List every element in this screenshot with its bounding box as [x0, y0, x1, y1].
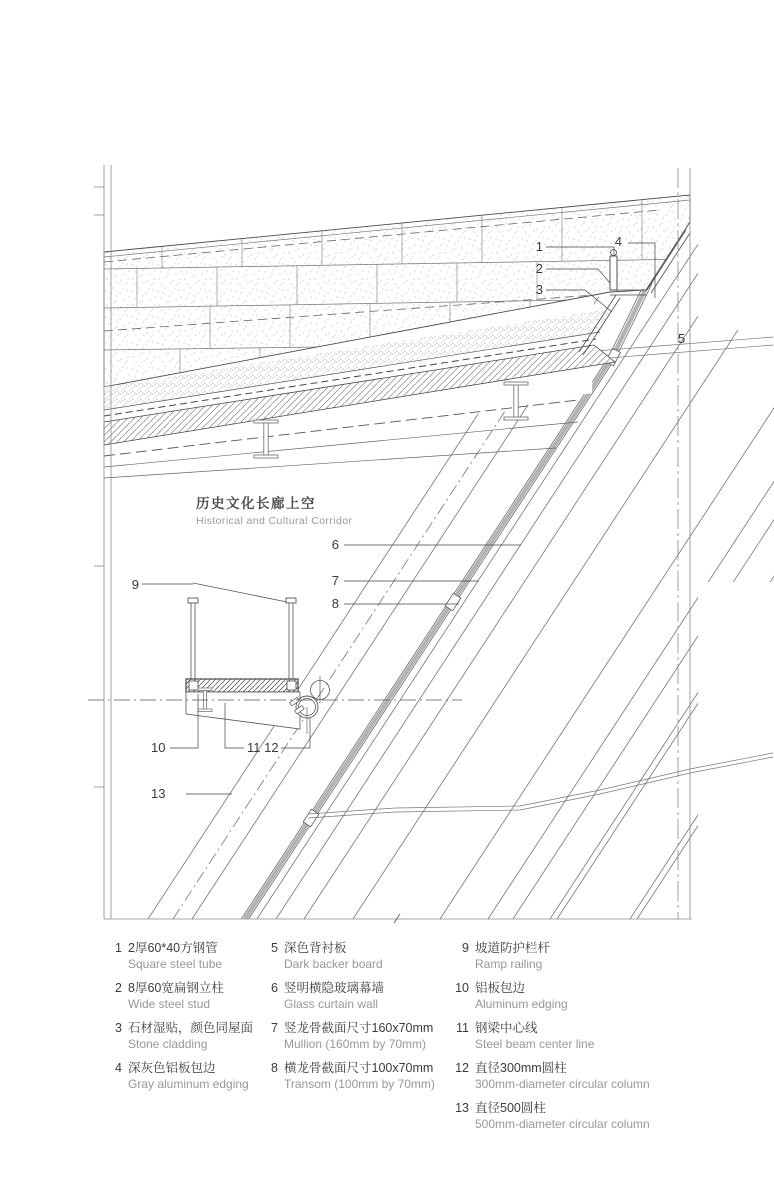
legend-item [112, 941, 282, 972]
legend-item [112, 1021, 282, 1052]
corridor-label-zh: 历史文化长廊上空 [196, 496, 316, 511]
stud-anchor [611, 250, 617, 256]
legend-en: 500mm-diameter circular column [475, 1117, 650, 1131]
legend-zh: 竖龙骨截面尺寸160x70mm [284, 1021, 434, 1035]
callout-13: 13 [151, 786, 166, 801]
legend-en: Square steel tube [128, 957, 223, 971]
legend-item [112, 981, 282, 1012]
ramp-railing-detail [186, 583, 330, 734]
legend-zh: 2厚60*40方钢管 [128, 941, 218, 955]
legend-column-2 [268, 941, 453, 1101]
callout-6: 6 [331, 537, 339, 552]
anchor-plate [287, 681, 296, 690]
legend-item [112, 1061, 282, 1092]
callout-3: 3 [535, 282, 543, 297]
legend-zh: 横龙骨截面尺寸100x70mm [284, 1061, 434, 1075]
legend-column-1 [112, 941, 282, 1101]
legend-num: 13 [455, 1101, 469, 1115]
glass-edge-line [241, 358, 608, 919]
legend-num: 1 [115, 941, 122, 955]
legend-en: Mullion (160mm by 70mm) [284, 1037, 427, 1051]
callout-9: 9 [131, 577, 139, 592]
legend-num: 8 [271, 1061, 278, 1075]
legend-item [452, 1101, 672, 1132]
legend-en: Ramp railing [475, 957, 543, 971]
callout-2: 2 [535, 261, 543, 276]
legend-en: 300mm-diameter circular column [475, 1077, 650, 1091]
legend-zh: 8厚60宽扁钢立柱 [128, 981, 224, 995]
callout-10: 10 [151, 740, 166, 755]
callout-7: 7 [331, 573, 339, 588]
legend-item [268, 981, 453, 1012]
legend-num: 6 [271, 981, 278, 995]
legend-num: 9 [462, 941, 469, 955]
legend-item [268, 1021, 453, 1052]
beam-zone-lower-line [104, 448, 556, 478]
legend-column-3 [452, 941, 672, 1141]
legend-zh: 直径300mm圆柱 [475, 1061, 567, 1075]
legend-num: 12 [455, 1061, 469, 1075]
legend-num: 5 [271, 941, 278, 955]
legend-num: 2 [115, 981, 122, 995]
post-cap [286, 598, 296, 603]
legend-item [268, 941, 453, 972]
legend-num: 7 [271, 1021, 278, 1035]
callout-11-12: 11 12 [247, 740, 279, 755]
legend-zh: 深色背衬板 [284, 941, 347, 955]
legend-num: 11 [456, 1021, 469, 1035]
legend-zh: 钢梁中心线 [475, 1021, 538, 1035]
legend-item [452, 941, 672, 972]
legend-num: 4 [115, 1061, 122, 1075]
callout-1: 1 [535, 239, 543, 254]
legend-num: 3 [115, 1021, 122, 1035]
railing-top-line [193, 583, 292, 603]
legend-en: Gray aluminum edging [128, 1077, 249, 1091]
glass-edge-line [249, 358, 616, 919]
corridor-label [196, 495, 352, 527]
railing-post [191, 603, 195, 679]
anchor-plate [189, 681, 198, 690]
callout-5: 5 [678, 331, 686, 346]
legend-en: Aluminum edging [475, 997, 568, 1011]
legend-en: Transom (100mm by 70mm) [284, 1077, 435, 1091]
legend-zh: 坡道防护栏杆 [475, 941, 551, 955]
callout-8: 8 [331, 596, 339, 611]
legend-en: Steel beam center line [475, 1037, 595, 1051]
legend-item [268, 1061, 453, 1092]
legend-en: Stone cladding [128, 1037, 208, 1051]
legend-zh: 竖明横隐玻璃幕墙 [284, 981, 385, 995]
flat-steel-stud [610, 250, 617, 291]
post-cap [188, 598, 198, 603]
legend-zh: 铝板包边 [475, 981, 526, 995]
legend-item [452, 1061, 672, 1092]
corridor-label-en: Historical and Cultural Corridor [196, 515, 353, 527]
legend-en: Wide steel stud [128, 997, 211, 1011]
railing-post [289, 603, 293, 679]
legend-en: Glass curtain wall [284, 997, 379, 1011]
legend-zh: 直径500圆柱 [475, 1101, 546, 1115]
callout-4: 4 [614, 234, 622, 249]
legend-item [452, 981, 672, 1012]
legend-en: Dark backer board [284, 957, 383, 971]
legend-zh: 深灰色铝板包边 [128, 1061, 216, 1075]
glass-panel-line [245, 358, 612, 919]
legend-zh: 石材湿贴，颜色同屋面 [128, 1021, 254, 1035]
legend-item [452, 1021, 672, 1052]
steel-i-beam [504, 382, 528, 420]
legend-num: 10 [455, 981, 469, 995]
